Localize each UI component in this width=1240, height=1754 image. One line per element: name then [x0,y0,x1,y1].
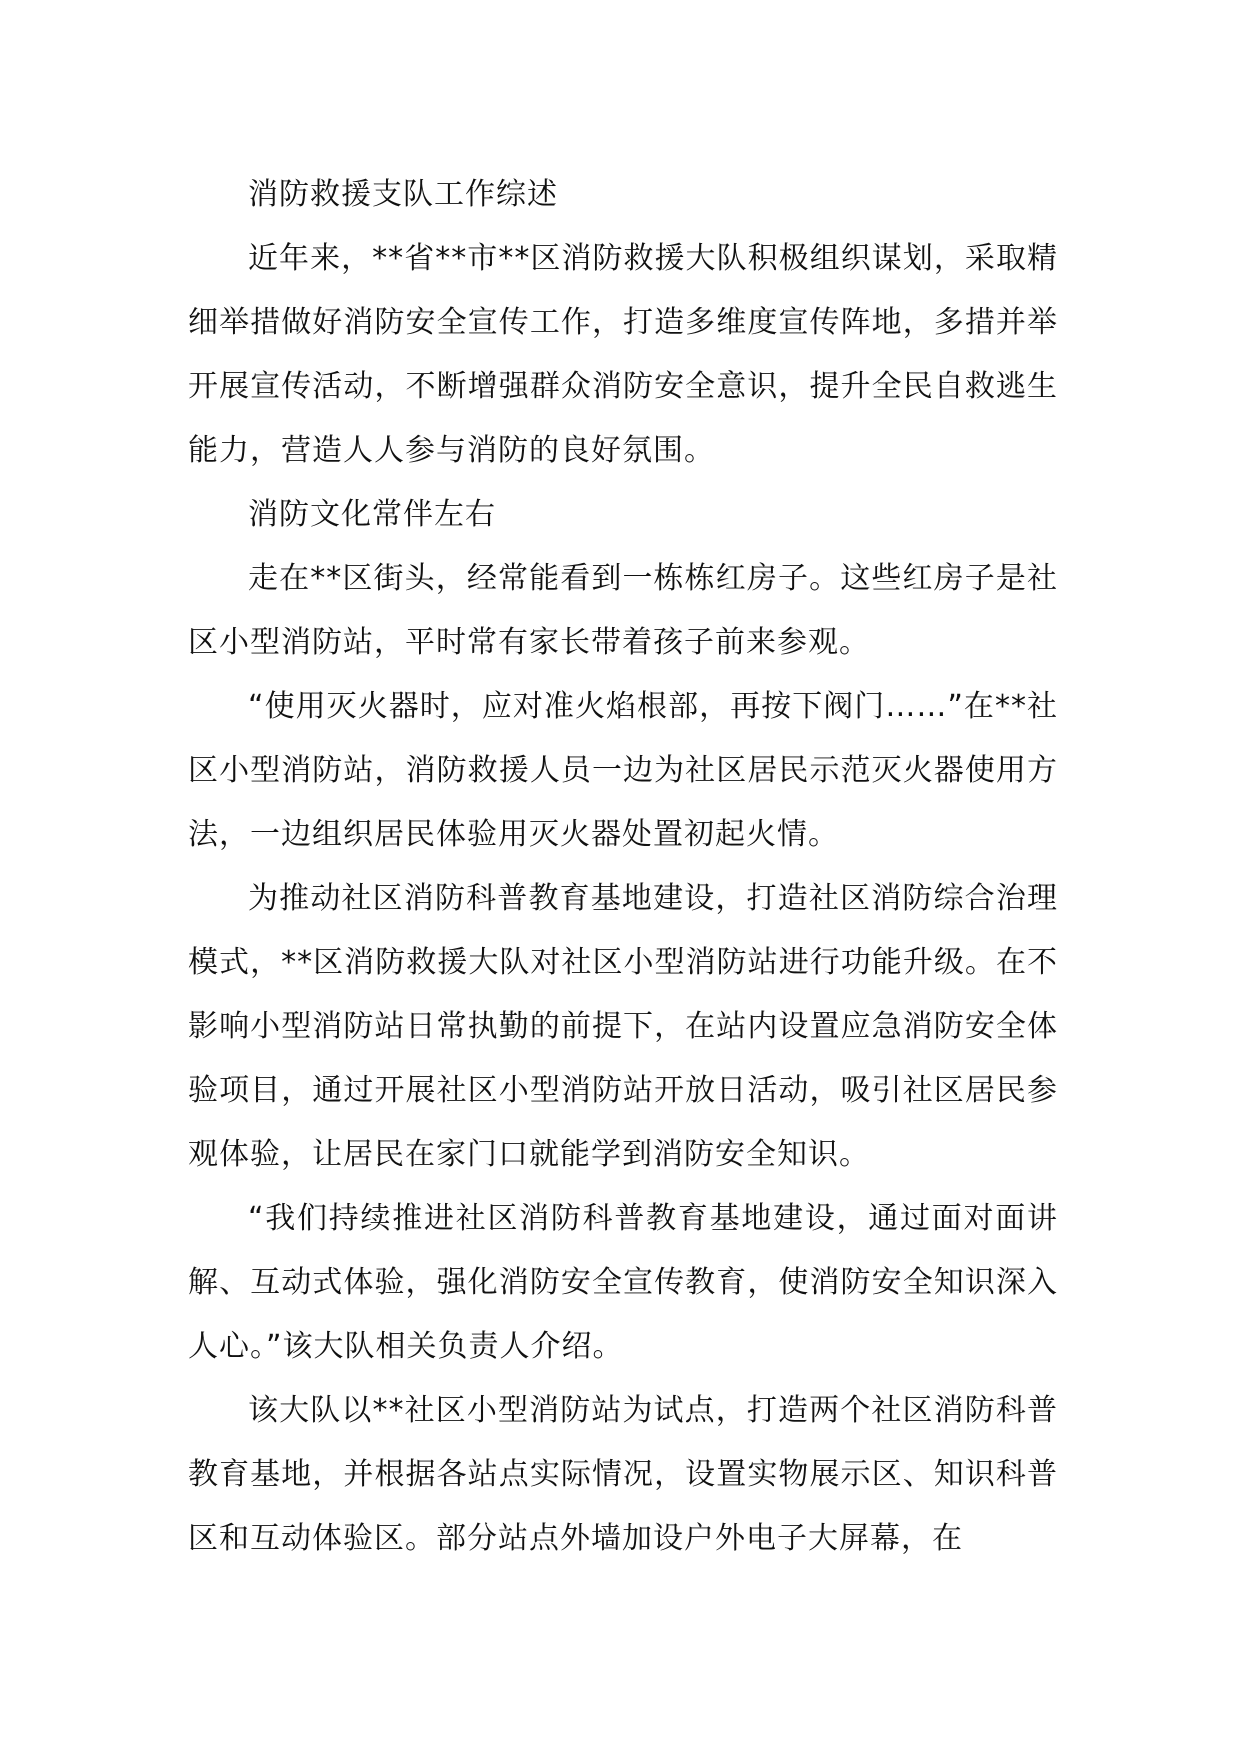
paragraph: “我们持续推进社区消防科普教育基地建设，通过面对面讲解、互动式体验，强化消防安全宣传教育，使消防安全知识深入人心。”该大队相关负责人介绍。 [188,1201,1058,1364]
paragraph: 近年来，**省**市**区消防救援大队积极组织谋划，采取精细举措做好消防安全宣传工作，打造多维度宣传阵地，多措并举开展宣传活动，不断增强群众消防安全意识，提升全民自救逃生能力，营造人人参与消防的良好氛围。 [188,241,1058,468]
paragraph: “使用灭火器时，应对准火焰根部，再按下阀门……”在**社区小型消防站，消防救援人员一边为社区居民示范灭火器使用方法，一边组织居民体验用灭火器处置初起火情。 [188,689,1058,852]
paragraph: 该大队以**社区小型消防站为试点，打造两个社区消防科普教育基地，并根据各站点实际情况，设置实物展示区、知识科普区和互动体验区。部分站点外墙加设户外电子大屏幕，在 [188,1393,1058,1556]
section-heading: 消防文化常伴左右 [248,497,496,532]
document-body [188,163,1058,1571]
paragraph: 为推动社区消防科普教育基地建设，打造社区消防综合治理模式，**区消防救援大队对社区小型消防站进行功能升级。在不影响小型消防站日常执勤的前提下，在站内设置应急消防安全体验项目，通过开展社区小型消防站开放日活动，吸引社区居民参观体验，让居民在家门口就能学到消防安全知识。 [188,881,1058,1172]
paragraph: 走在**区街头，经常能看到一栋栋红房子。这些红房子是社区小型消防站，平时常有家长带着孩子前来参观。 [188,561,1058,660]
section-title: 消防救援支队工作综述 [248,177,558,212]
